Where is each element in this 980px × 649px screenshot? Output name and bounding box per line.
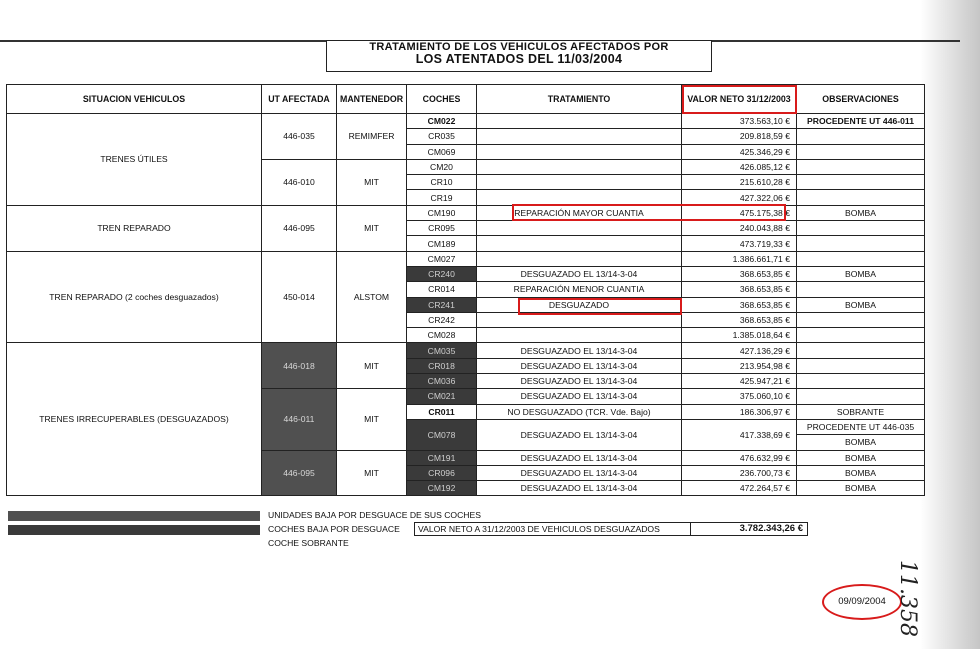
ut-cell: 446-095: [262, 450, 337, 496]
coche-cell: CM021: [407, 389, 477, 404]
coche-cell: CM069: [407, 144, 477, 159]
valor-cell: 476.632,99 €: [682, 450, 797, 465]
tratamiento-cell: DESGUAZADO EL 13/14-3-04: [477, 450, 682, 465]
valor-cell: 368.653,85 €: [682, 312, 797, 327]
tratamiento-cell: [477, 175, 682, 190]
coche-cell: CM027: [407, 251, 477, 266]
tratamiento-cell: REPARACIÓN MAYOR CUANTIA: [477, 205, 682, 220]
header-observaciones: OBSERVACIONES: [797, 85, 925, 114]
coche-cell: CR011: [407, 404, 477, 419]
total-amount: 3.782.343,26 €: [739, 523, 803, 534]
coche-cell: CR19: [407, 190, 477, 205]
tratamiento-cell: [477, 144, 682, 159]
tratamiento-cell: [477, 328, 682, 343]
tratamiento-cell: NO DESGUAZADO (TCR. Vde. Bajo): [477, 404, 682, 419]
ut-cell: 446-010: [262, 159, 337, 205]
mantenedor-cell: MIT: [337, 343, 407, 389]
title-line-2: LOS ATENTADOS DEL 11/03/2004: [415, 52, 623, 66]
header-valor: VALOR NETO 31/12/2003: [682, 85, 797, 114]
valor-cell: 472.264,57 €: [682, 481, 797, 496]
table-row: [7, 343, 925, 358]
legend-label: COCHE SOBRANTE: [268, 538, 349, 548]
valor-cell: 368.653,85 €: [682, 282, 797, 297]
observaciones-cell: PROCEDENTE UT 446-035: [797, 419, 925, 434]
tratamiento-cell: DESGUAZADO: [477, 297, 682, 312]
observaciones-cell: SOBRANTE: [797, 404, 925, 419]
coche-cell: CM036: [407, 374, 477, 389]
observaciones-cell: [797, 159, 925, 174]
observaciones-cell: BOMBA: [797, 266, 925, 281]
coche-cell: CR241: [407, 297, 477, 312]
legend-label: UNIDADES BAJA POR DESGUACE DE SUS COCHES: [268, 510, 481, 520]
tratamiento-cell: DESGUAZADO EL 13/14-3-04: [477, 389, 682, 404]
total-label: VALOR NETO A 31/12/2003 DE VEHICULOS DESGUAZADOS: [418, 524, 660, 534]
mantenedor-cell: ALSTOM: [337, 251, 407, 343]
tratamiento-cell: DESGUAZADO EL 13/14-3-04: [477, 266, 682, 281]
coche-cell: CR240: [407, 266, 477, 281]
handwritten-number: 11.358: [895, 560, 920, 637]
tratamiento-cell: [477, 129, 682, 144]
header-mantenedor: MANTENEDOR: [337, 85, 407, 114]
observaciones-cell: PROCEDENTE UT 446-011: [797, 114, 925, 129]
mantenedor-cell: MIT: [337, 205, 407, 251]
situacion-cell: TREN REPARADO (2 coches desguazados): [7, 251, 262, 343]
coche-cell: CR014: [407, 282, 477, 297]
valor-cell: 209.818,59 €: [682, 129, 797, 144]
coche-cell: CR035: [407, 129, 477, 144]
observaciones-cell: [797, 251, 925, 266]
observaciones-cell: [797, 190, 925, 205]
situacion-cell: TRENES IRRECUPERABLES (DESGUAZADOS): [7, 343, 262, 496]
valor-cell: 425.947,21 €: [682, 374, 797, 389]
tratamiento-cell: [477, 159, 682, 174]
observaciones-cell: [797, 175, 925, 190]
document-title: [326, 40, 712, 72]
coche-cell: CM20: [407, 159, 477, 174]
coche-cell: CM190: [407, 205, 477, 220]
valor-cell: 213.954,98 €: [682, 358, 797, 373]
tratamiento-cell: DESGUAZADO EL 13/14-3-04: [477, 343, 682, 358]
tratamiento-cell: [477, 190, 682, 205]
observaciones-cell: BOMBA: [797, 297, 925, 312]
tratamiento-cell: [477, 221, 682, 236]
vehicles-table: [6, 84, 925, 496]
observaciones-cell: [797, 389, 925, 404]
tratamiento-cell: DESGUAZADO EL 13/14-3-04: [477, 481, 682, 496]
ut-cell: 446-095: [262, 205, 337, 251]
coche-cell: CM035: [407, 343, 477, 358]
tratamiento-cell: [477, 114, 682, 129]
valor-cell: 475.175,38 €: [682, 205, 797, 220]
coche-cell: CR018: [407, 358, 477, 373]
situacion-cell: TRENES ÚTILES: [7, 114, 262, 206]
tratamiento-cell: DESGUAZADO EL 13/14-3-04: [477, 419, 682, 450]
coche-cell: CR095: [407, 221, 477, 236]
header-situacion: SITUACION VEHICULOS: [7, 85, 262, 114]
observaciones-cell: [797, 358, 925, 373]
valor-cell: 186.306,97 €: [682, 404, 797, 419]
valor-cell: 1.385.018,64 €: [682, 328, 797, 343]
observaciones-cell: [797, 343, 925, 358]
legend-swatch-dark: [8, 525, 260, 535]
tratamiento-cell: DESGUAZADO EL 13/14-3-04: [477, 465, 682, 480]
coche-cell: CM028: [407, 328, 477, 343]
valor-cell: 240.043,88 €: [682, 221, 797, 236]
table-row: [7, 205, 925, 220]
mantenedor-cell: REMIMFER: [337, 114, 407, 160]
observaciones-cell: [797, 236, 925, 251]
valor-cell: 375.060,10 €: [682, 389, 797, 404]
table-row: [7, 251, 925, 266]
header-tratamiento: TRATAMIENTO: [477, 85, 682, 114]
coche-cell: CM189: [407, 236, 477, 251]
valor-cell: 473.719,33 €: [682, 236, 797, 251]
mantenedor-cell: MIT: [337, 389, 407, 450]
observaciones-cell: BOMBA: [797, 450, 925, 465]
observaciones-cell: BOMBA: [797, 435, 925, 450]
header-coches: COCHES: [407, 85, 477, 114]
ut-cell: 446-011: [262, 389, 337, 450]
header-ut: UT AFECTADA: [262, 85, 337, 114]
observaciones-cell: [797, 312, 925, 327]
coche-cell: CR242: [407, 312, 477, 327]
table-header-row: [7, 85, 925, 114]
coche-cell: CR096: [407, 465, 477, 480]
observaciones-cell: [797, 144, 925, 159]
legend-item: [8, 538, 349, 550]
valor-cell: 425.346,29 €: [682, 144, 797, 159]
valor-cell: 427.136,29 €: [682, 343, 797, 358]
valor-cell: 426.085,12 €: [682, 159, 797, 174]
coche-cell: CM022: [407, 114, 477, 129]
valor-cell: 368.653,85 €: [682, 297, 797, 312]
valor-cell: 373.563,10 €: [682, 114, 797, 129]
observaciones-cell: BOMBA: [797, 465, 925, 480]
coche-cell: CM191: [407, 450, 477, 465]
legend-label: COCHES BAJA POR DESGUACE: [268, 524, 400, 534]
title-line-1: TRATAMIENTO DE LOS VEHICULOS AFECTADOS POR: [369, 41, 669, 53]
observaciones-cell: BOMBA: [797, 481, 925, 496]
observaciones-cell: [797, 374, 925, 389]
tratamiento-cell: [477, 312, 682, 327]
date-stamp: 09/09/2004: [822, 584, 902, 620]
valor-cell: 417.338,69 €: [682, 419, 797, 450]
situacion-cell: TREN REPARADO: [7, 205, 262, 251]
ut-cell: 446-035: [262, 114, 337, 160]
tratamiento-cell: DESGUAZADO EL 13/14-3-04: [477, 358, 682, 373]
coche-cell: CM192: [407, 481, 477, 496]
ut-cell: 450-014: [262, 251, 337, 343]
coche-cell: CR10: [407, 175, 477, 190]
mantenedor-cell: MIT: [337, 450, 407, 496]
tratamiento-cell: REPARACIÓN MENOR CUANTIA: [477, 282, 682, 297]
tratamiento-cell: [477, 236, 682, 251]
observaciones-cell: [797, 221, 925, 236]
valor-cell: 427.322,06 €: [682, 190, 797, 205]
scan-shadow: [920, 0, 980, 649]
tratamiento-cell: [477, 251, 682, 266]
valor-cell: 236.700,73 €: [682, 465, 797, 480]
total-divider: [690, 523, 691, 535]
tratamiento-cell: DESGUAZADO EL 13/14-3-04: [477, 374, 682, 389]
mantenedor-cell: MIT: [337, 159, 407, 205]
observaciones-cell: [797, 129, 925, 144]
coche-cell: CM078: [407, 419, 477, 450]
table-row: [7, 114, 925, 129]
valor-cell: 368.653,85 €: [682, 266, 797, 281]
observaciones-cell: BOMBA: [797, 205, 925, 220]
ut-cell: 446-018: [262, 343, 337, 389]
total-box: [414, 522, 808, 536]
legend-item: [8, 524, 400, 536]
valor-cell: 215.610,28 €: [682, 175, 797, 190]
legend-item: [8, 510, 481, 522]
valor-cell: 1.386.661,71 €: [682, 251, 797, 266]
observaciones-cell: [797, 328, 925, 343]
observaciones-cell: [797, 282, 925, 297]
legend-swatch-mid: [8, 511, 260, 521]
